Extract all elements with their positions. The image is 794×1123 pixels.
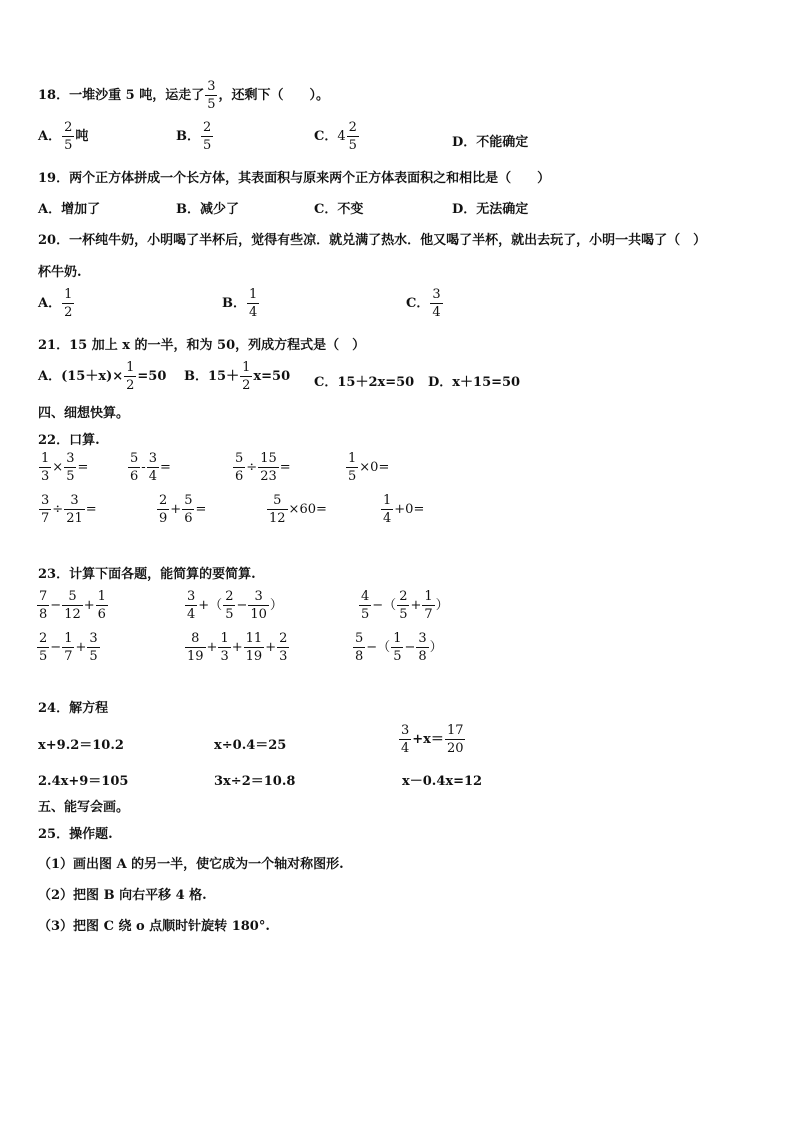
q24-equation-1: x+9.2＝10.2: [38, 738, 124, 753]
q21-option-c[interactable]: C．15＋2x=50: [314, 375, 415, 390]
q22-item-8: $\frac{1}{4}$ +0=: [383, 493, 425, 526]
q23-expr-5: $\frac{8}{19}$ + $\frac{1}{3}$ + $\frac{11}{19}$ + $\frac{2}{3}$: [187, 631, 288, 664]
q22-title: 22．口算.: [38, 433, 100, 448]
q21-stem: 21．15 加上 x 的一半，和为 50，列成方程式是（ ）: [38, 338, 366, 353]
q25-step-3: （3）把图 C 绕 o 点顺时针旋转 180°.: [38, 919, 270, 934]
q22-item-2: $\frac{5}{6}$ - $\frac{3}{4}$ =: [130, 451, 171, 484]
q22-item-6: $\frac{2}{9}$ + $\frac{5}{6}$ =: [159, 493, 207, 526]
q21-option-d[interactable]: D．x＋15=50: [428, 375, 521, 390]
q20-option-b[interactable]: B． $\frac{1}{4}$: [222, 287, 258, 320]
q18-option-c[interactable]: C．4 $\frac{2}{5}$: [314, 120, 357, 153]
q22-item-5: $\frac{3}{7}$ ÷ $\frac{3}{21}$ =: [41, 493, 97, 526]
q18-option-b[interactable]: B． $\frac{2}{5}$: [176, 120, 212, 153]
q19-option-a[interactable]: A．增加了: [38, 202, 101, 217]
q20-option-a[interactable]: A． $\frac{1}{2}$: [38, 287, 73, 320]
q19-option-d[interactable]: D．无法确定: [452, 202, 529, 217]
q23-expr-6: $\frac{5}{8}$ −（ $\frac{1}{5}$ − $\frac{3}{8}$ ）: [355, 631, 443, 664]
q23-expr-2: $\frac{3}{4}$ +（ $\frac{2}{5}$ − $\frac{3}{10}$ ）: [187, 589, 283, 622]
q19-option-b[interactable]: B．减少了: [176, 202, 239, 217]
q22-item-1: $\frac{1}{3}$ × $\frac{3}{5}$ =: [41, 451, 89, 484]
q20-option-c[interactable]: C． $\frac{3}{4}$: [406, 287, 441, 320]
q25-step-1: （1）画出图 A 的另一半，使它成为一个轴对称图形.: [38, 857, 344, 872]
q24-equation-4: 2.4x+9＝105: [38, 774, 129, 789]
q22-item-7: $\frac{5}{12}$ ×60=: [269, 493, 327, 526]
q22-item-4: $\frac{1}{5}$ ×0=: [348, 451, 390, 484]
q23-expr-3: $\frac{4}{5}$ −（ $\frac{2}{5}$ + $\frac{1}{7}$ ）: [361, 589, 449, 622]
q24-equation-5: 3x÷2＝10.8: [214, 774, 296, 789]
q22-item-3: $\frac{5}{6}$ ÷ $\frac{15}{23}$ =: [235, 451, 291, 484]
q24-equation-2: x÷0.4＝25: [214, 738, 287, 753]
q23-expr-4: $\frac{2}{5}$ − $\frac{1}{7}$ + $\frac{3}{5}$: [39, 631, 98, 664]
q20-stem-line2: 杯牛奶.: [38, 265, 82, 280]
q18-stem: 18．一堆沙重 5 吨，运走了 $\frac{3}{5}$ ，还剩下（ ）。: [38, 79, 329, 112]
q19-option-c[interactable]: C．不变: [314, 202, 364, 217]
q25-step-2: （2）把图 B 向右平移 4 格.: [38, 888, 207, 903]
q21-option-b[interactable]: B．15＋ $\frac{1}{2}$ x=50: [184, 360, 291, 393]
section-5-heading: 五、能写会画。: [38, 800, 130, 815]
q24-equation-3: $\frac{3}{4}$ +x＝ $\frac{17}{20}$: [401, 723, 464, 756]
q23-expr-1: $\frac{7}{8}$ − $\frac{5}{12}$ + $\frac{1}{6}$: [39, 589, 106, 622]
q25-title: 25．操作题.: [38, 827, 113, 842]
q24-equation-6: x－0.4x=12: [402, 774, 483, 789]
q20-stem-line1: 20．一杯纯牛奶，小明喝了半杯后，觉得有些凉．就兑满了热水．他又喝了半杯，就出去玩了，小明一共喝了（ ）: [38, 233, 707, 248]
q18-option-d[interactable]: D．不能确定: [452, 135, 529, 150]
section-4-heading: 四、细想快算。: [38, 406, 130, 421]
q21-option-a[interactable]: A．(15＋x)× $\frac{1}{2}$ =50: [38, 360, 167, 393]
q23-title: 23．计算下面各题，能简算的要简算.: [38, 567, 256, 582]
q24-title: 24．解方程: [38, 701, 109, 716]
q18-option-a[interactable]: A． $\frac{2}{5}$ 吨: [38, 120, 89, 153]
fraction: $\frac{3}{5}$: [207, 79, 216, 112]
q19-stem: 19．两个正方体拼成一个长方体，其表面积与原来两个正方体表面积之和相比是（ ）: [38, 171, 551, 186]
